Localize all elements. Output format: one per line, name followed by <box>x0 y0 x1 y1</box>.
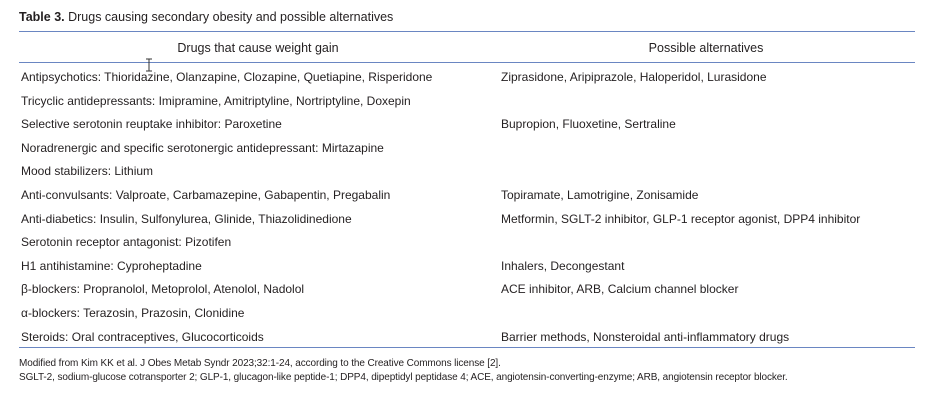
text-cursor-icon <box>145 58 153 72</box>
alternative-cell: Ziprasidone, Aripiprazole, Haloperidol, Lurasidone <box>501 70 767 84</box>
table-row <box>0 210 936 234</box>
alternative-cell: Inhalers, Decongestant <box>501 258 625 273</box>
table-row <box>0 233 936 257</box>
alternative-cell: Topiramate, Lamotrigine, Zonisamide <box>501 187 699 202</box>
drug-cell: Anti-diabetics: Insulin, Sulfonylurea, Glinide, Thiazolidinedione <box>21 211 352 226</box>
table-row <box>0 162 936 186</box>
drug-cell: α-blockers: Terazosin, Prazosin, Clonidine <box>21 305 245 320</box>
drug-cell: Mood stabilizers: Lithium <box>21 164 154 179</box>
table-header-rule <box>19 62 915 63</box>
table-row <box>0 92 936 116</box>
column-header-alternatives: Possible alternatives <box>648 41 764 55</box>
table-row <box>0 186 936 210</box>
alternative-cell: Metformin, SGLT-2 inhibitor, GLP-1 receptor agonist, DPP4 inhibitor <box>501 211 861 226</box>
drug-cell: Noradrenergic and specific serotonergic antidepressant: Mirtazapine <box>21 140 384 155</box>
drug-cell: Steroids: Oral contraceptives, Glucocorticoids <box>21 329 264 344</box>
drug-cell: Tricyclic antidepressants: Imipramine, Amitriptyline, Nortriptyline, Doxepin <box>21 93 411 108</box>
drug-cell: Selective serotonin reuptake inhibitor: Paroxetine <box>21 117 282 132</box>
table-caption <box>19 9 393 25</box>
alternative-cell: Barrier methods, Nonsteroidal anti-inflammatory drugs <box>501 329 790 344</box>
table-row <box>0 304 936 328</box>
column-header-drugs: Drugs that cause weight gain <box>177 41 339 55</box>
alternative-cell: Bupropion, Fluoxetine, Sertraline <box>501 117 676 132</box>
drug-cell: Serotonin receptor antagonist: Pizotifen <box>21 235 232 250</box>
footnote-source: Modified from Kim KK et al. J Obes Metab Syndr 2023;32:1-24, according to the Creative Commons license [2]. <box>19 358 501 369</box>
table-row <box>0 280 936 304</box>
table-row <box>0 68 936 92</box>
table-label: Table 3. <box>19 10 65 24</box>
table-row <box>0 139 936 163</box>
table-title: Drugs causing secondary obesity and possible alternatives <box>68 10 394 24</box>
footnote-abbreviations: SGLT-2, sodium-glucose cotransporter 2; GLP-1, glucagon-like peptide-1; DPP4, dipeptidyl peptidase 4; ACE, angiotensin-converting-enzyme; ARB, angiotensin receptor blocker. <box>19 372 788 383</box>
drug-cell: Anti-convulsants: Valproate, Carbamazepine, Gabapentin, Pregabalin <box>21 187 391 202</box>
drug-cell: H1 antihistamine: Cyproheptadine <box>21 258 202 273</box>
table-top-rule <box>19 31 915 32</box>
table-row <box>0 257 936 281</box>
drug-cell: Antipsychotics: Thioridazine, Olanzapine, Clozapine, Quetiapine, Risperidone <box>21 70 433 84</box>
table-body <box>0 68 936 351</box>
drug-cell: β-blockers: Propranolol, Metoprolol, Atenolol, Nadolol <box>21 282 305 297</box>
alternative-cell: ACE inhibitor, ARB, Calcium channel blocker <box>501 282 739 297</box>
table-bottom-rule <box>19 347 915 348</box>
table-row <box>0 115 936 139</box>
